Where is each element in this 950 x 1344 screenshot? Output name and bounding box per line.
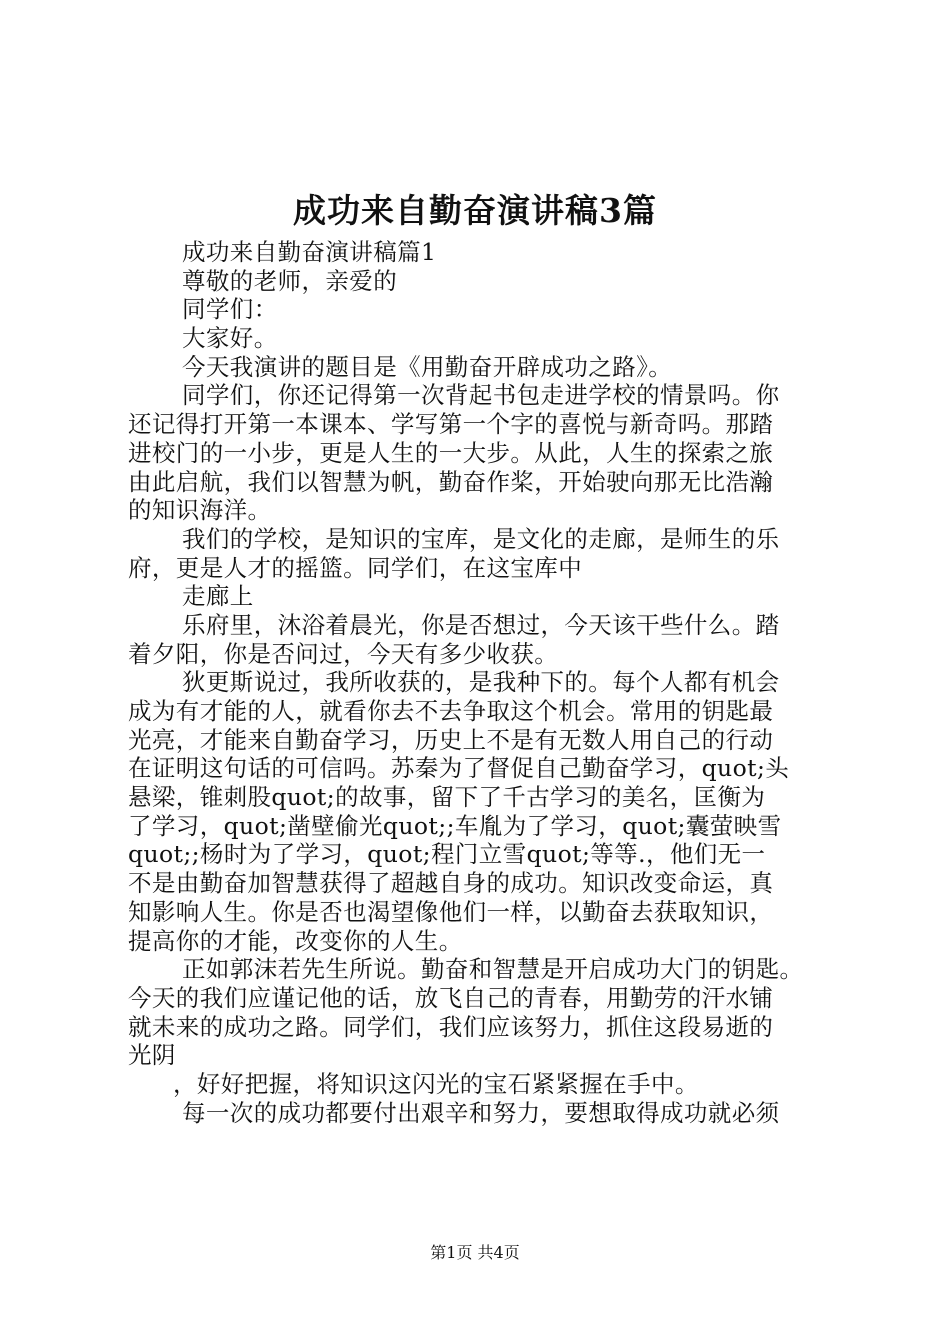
paragraph-line: 大家好。 bbox=[182, 324, 278, 353]
paragraph-line: 悬梁，锥刺股quot;的故事，留下了千古学习的美名，匡衡为 bbox=[128, 783, 766, 812]
paragraph-line: 乐府里，沐浴着晨光，你是否想过，今天该干些什么。踏 bbox=[182, 610, 780, 639]
paragraph-line: 成为有才能的人，就看你去不去争取这个机会。常用的钥匙最 bbox=[128, 697, 774, 725]
page-footer: 第1页 共4页 bbox=[430, 1243, 520, 1262]
paragraph-line: 同学们，你还记得第一次背起书包走进学校的情景吗。你 bbox=[182, 381, 780, 410]
paragraph-line: 走廊上 bbox=[182, 582, 254, 611]
paragraph-line: 知影响人生。你是否也渴望像他们一样，以勤奋去获取知识， bbox=[128, 897, 774, 926]
paragraph-line: 光亮，才能来自勤奋学习，历史上不是有无数人用自己的行动 bbox=[128, 725, 774, 754]
paragraph-line: 提高你的才能，改变你的人生。 bbox=[128, 926, 463, 955]
paragraph-line: 不是由勤奋加智慧获得了超越自身的成功。知识改变命运，真 bbox=[128, 869, 774, 898]
document-title: 成功来自勤奋演讲稿3篇 bbox=[293, 191, 657, 230]
paragraph-line: 尊敬的老师，亲爱的 bbox=[182, 266, 398, 295]
paragraph-line: 我们的学校，是知识的宝库，是文化的走廊，是师生的乐 bbox=[182, 524, 780, 553]
paragraph-line: 了学习，quot;凿壁偷光quot;;车胤为了学习，quot;囊萤映雪 bbox=[128, 811, 782, 840]
paragraph-line: 进校门的一小步，更是人生的一大步。从此，人生的探索之旅 bbox=[128, 438, 774, 467]
paragraph-line: 今天的我们应谨记他的话，放飞自己的青春，用勤劳的汗水铺 bbox=[128, 983, 774, 1012]
paragraph-line: 正如郭沫若先生所说。勤奋和智慧是开启成功大门的钥匙。 bbox=[182, 955, 804, 984]
paragraph-line: 的知识海洋。 bbox=[128, 496, 272, 525]
paragraph-line: 同学们： bbox=[182, 295, 278, 324]
paragraph-line: 就未来的成功之路。同学们，我们应该努力，抓住这段易逝的 bbox=[128, 1012, 774, 1041]
paragraph-line: 还记得打开第一本课本、学写第一个字的喜悦与新奇吗。那踏 bbox=[128, 410, 774, 439]
paragraph-line: 着夕阳，你是否问过，今天有多少收获。 bbox=[128, 639, 559, 668]
paragraph-line: 由此启航，我们以智慧为帆，勤奋作桨，开始驶向那无比浩瀚 bbox=[128, 467, 774, 496]
document-body bbox=[128, 238, 833, 1127]
paragraph-line: 成功来自勤奋演讲稿篇1 bbox=[182, 238, 437, 266]
paragraph-line: 今天我演讲的题目是《用勤奋开辟成功之路》。 bbox=[182, 352, 673, 381]
paragraph-line: 狄更斯说过，我所收获的，是我种下的。每个人都有机会 bbox=[182, 668, 780, 697]
paragraph-line: 在证明这句话的可信吗。苏秦为了督促自己勤奋学习，quot;头 bbox=[128, 754, 790, 783]
paragraph-line: 光阴 bbox=[128, 1041, 176, 1070]
paragraph-line: 府，更是人才的摇篮。同学们，在这宝库中 bbox=[128, 553, 583, 582]
paragraph-line: quot;;杨时为了学习，quot;程门立雪quot;等等.，他们无一 bbox=[128, 840, 766, 869]
paragraph-line: ，好好把握，将知识这闪光的宝石紧紧握在手中。 bbox=[173, 1069, 699, 1098]
paragraph-line: 每一次的成功都要付出艰辛和努力，要想取得成功就必须 bbox=[182, 1098, 780, 1127]
